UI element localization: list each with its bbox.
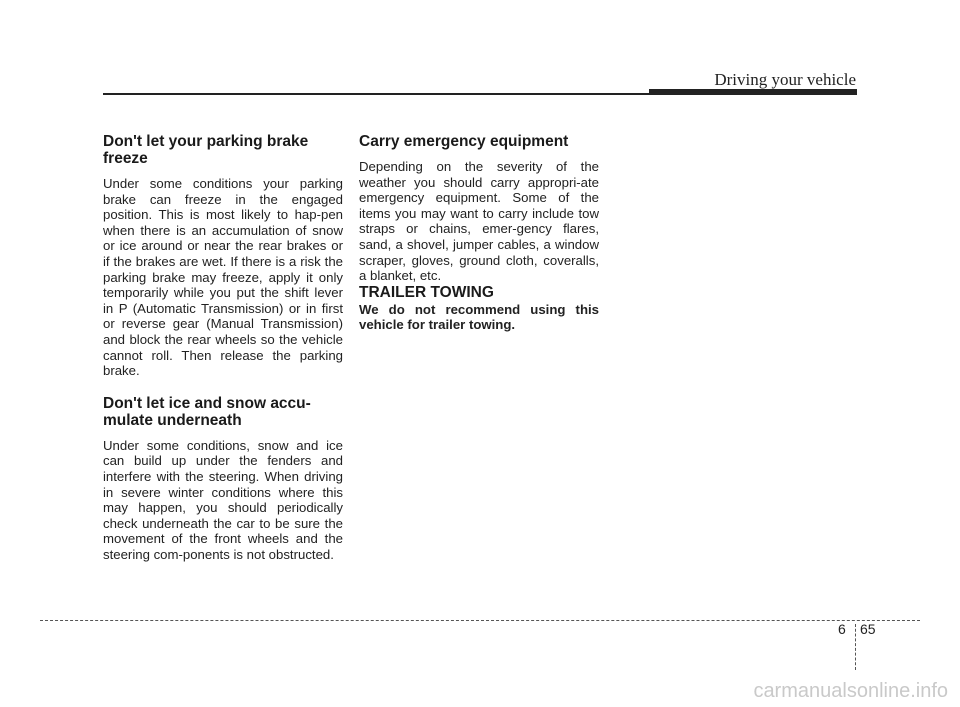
parking-brake-heading: Don't let your parking brake freeze <box>103 133 309 167</box>
page-number: 65 <box>860 621 876 637</box>
emergency-heading: Carry emergency equipment <box>359 133 569 150</box>
ice-snow-text: Under some conditions, snow and ice can build up under the fenders and interfere with the steering. When driving in severe winter conditions where this may happen, you should periodically check underneath the car to be sure the movement of the front wheels and the steering com-ponents is not obstructed. <box>103 437 343 562</box>
header-rule-accent <box>649 89 857 95</box>
trailer-heading: TRAILER TOWING <box>359 283 494 301</box>
parking-brake-text: Under some conditions your parking brake can freeze in the engaged position. This is most likely to hap-pen when there is an accumulation of snow or ice around or near the rear brakes or if the brakes are wet. If there is a risk the parking brake may freeze, apply it only temporarily while you put the shift lever in P (Automatic Transmission) or in first or reverse gear (Manual Transmission) and block the rear wheels so the vehicle cannot roll. Then release the parking brake. <box>103 176 343 379</box>
ice-snow-heading: Don't let ice and snow accu-mulate underneath <box>103 394 311 429</box>
trailer-text: We do not recommend using this vehicle for trailer towing. <box>359 301 599 333</box>
footer-divider <box>855 624 856 670</box>
right-column <box>359 133 599 333</box>
emergency-text: Depending on the severity of the weather you should carry appropri-ate emergency equipment. Some of the items you may want to carry include tow straps or chains, emer-gency flares, sand, a shovel, jumper cables, a window scraper, gloves, ground cloth, coveralls, a blanket, etc. <box>359 159 599 284</box>
watermark-text: carmanualsonline.info <box>753 680 948 702</box>
header-rule <box>103 93 649 95</box>
left-column <box>103 133 343 562</box>
chapter-number: 6 <box>838 621 846 637</box>
footer-rule <box>40 620 920 621</box>
section-title: Driving your vehicle <box>714 70 856 89</box>
